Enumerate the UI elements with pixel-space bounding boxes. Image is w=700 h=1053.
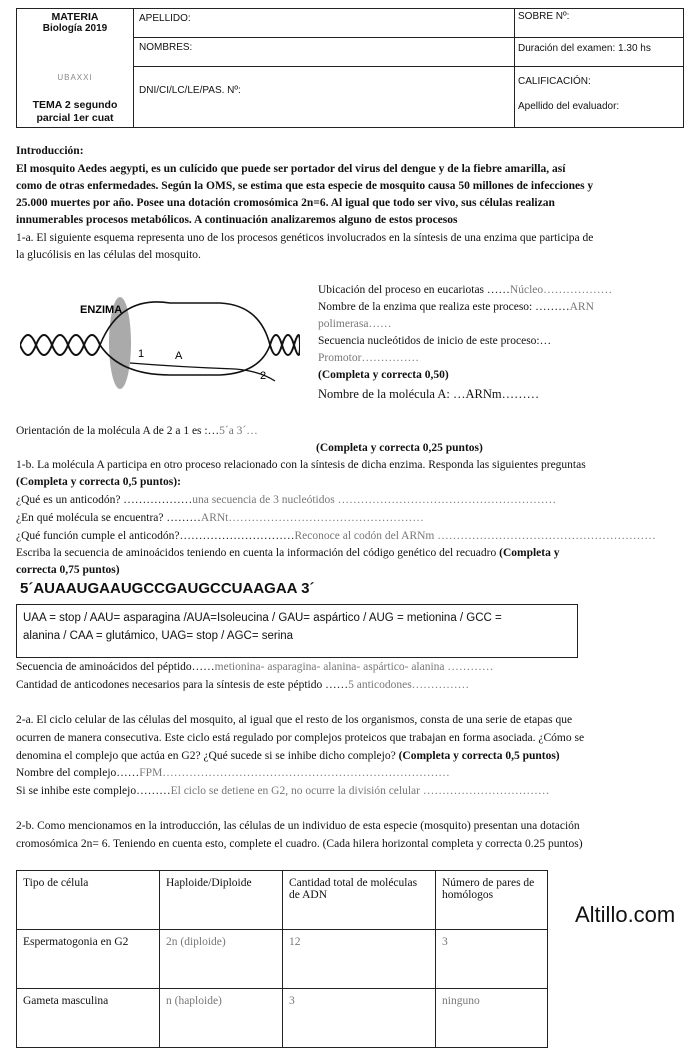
enzima-line: Nombre de la enzima que realiza este proceso: ………ARN [318,301,594,313]
diagram-label-1: 1 [138,348,145,360]
peptido-line: Secuencia de aminoácidos del péptido……metionina- asparagina- alanina- aspártico- alanina ………… [16,661,494,673]
orientacion-line: Orientación de la molécula A de 2 a 1 es :…5´a 3´… [16,425,258,437]
cantidad-line: Cantidad de anticodones necesarios para la síntesis de este péptido ……5 anticodones…………… [16,679,470,691]
inhibe-line: Si se inhibe este complejo………El ciclo se detiene en G2, no ocurre la división celular …………………………… [16,785,550,797]
duracion-field: Duración del examen: 1.30 hs [518,43,651,54]
table-cell: 12 [283,930,436,989]
table-cell: 3 [283,989,436,1048]
table-cell: 3 [436,930,548,989]
table-header: Número de pares de homólogos [436,871,548,930]
table-header: Tipo de célula [17,871,160,930]
secuencia-inicio-answer: Promotor…………… [318,352,419,364]
dni-field: DNI/CI/LC/LE/PAS. Nº: [139,85,241,96]
q2a-line: ocurren de manera consecutiva. Este ciclo está regulado por complejos proteicos que trabajan en forma asociada. ¿Cómo se [16,732,585,744]
exam-header [16,8,684,128]
intro-title: Introducción: [16,145,84,157]
peptido-answer: metionina- asparagina- alanina- aspártico- alanina ………… [214,661,494,673]
parcial-label: parcial 1er cuat [36,112,114,124]
q1b-line: 1-b. La molécula A participa en otro proceso relacionado con la síntesis de dicha enzima. Responda las siguientes preguntas [16,459,586,471]
table-cell: Gameta masculina [17,989,160,1048]
sobre-field: SOBRE Nº: [518,11,570,22]
funcion-answer: Reconoce al codón del ARNm ………………………………………………… [294,530,656,542]
table-header-row [17,871,548,930]
complejo-answer: FPM………………………………………………………………… [139,767,450,779]
apellido-field: APELLIDO: [139,13,191,24]
ubicacion-answer: Núcleo [509,284,544,296]
q2a-line: 2-a. El ciclo celular de las células del mosquito, al igual que el resto de los organismos, consta de una serie de etapas que [16,714,573,726]
enzima-answer-cont: polimerasa…… [318,318,392,330]
points-note: (Completa y correcta 0,25 puntos) [316,442,483,454]
materia-label: MATERIA [51,11,99,23]
evaluador-field: Apellido del evaluador: [518,101,620,112]
nombres-field: NOMBRES: [139,42,193,53]
table-row [17,930,548,989]
table-cell: n (haploide) [160,989,283,1048]
intro-line: El mosquito Aedes aegypti, es un culícido que puede ser portador del virus del dengue y de la fiebre amarilla, así [16,163,566,175]
tema-label: TEMA 2 segundo [32,99,118,111]
anticodon-line: ¿Qué es un anticodón? ………………una secuencia de 3 nucleótidos ………………………………………………… [16,494,557,506]
molecula-answer: ARNt…………………………………………… [200,512,424,524]
diagram-label-A: A [175,350,183,362]
materia-value: Biología 2019 [42,23,108,34]
molecula-line: ¿En qué molécula se encuentra? ………ARNt…………………………………………… [16,512,424,524]
complejo-line: Nombre del complejo……FPM………………………………………………………………… [16,767,450,779]
enzima-label: ENZIMA [80,304,123,316]
transcription-diagram [20,285,300,395]
rna-sequence: 5´AUAAUGAAUGCCGAUGCCUAAGAA 3´ [20,580,315,597]
table-header: Haploide/Diploide [160,871,283,930]
cell-table [16,870,548,1048]
enzima-answer: ARN [569,301,594,313]
table-cell: Espermatogonia en G2 [17,930,160,989]
q2a-line: denomina el complejo que actúa en G2? ¿Qué sucede si se inhibe dicho complejo? (Completa y correcta 0,5 puntos) [16,750,560,762]
genetic-code-line: alanina / CAA = glutámico, UAG= stop / AGC= serina [23,630,294,642]
points-note: (Completa y correcta 0,50) [318,369,449,381]
inhibe-answer: El ciclo se detiene en G2, no ocurre la división celular …………………………… [170,785,550,797]
orientacion-answer: 5´a 3´… [219,425,258,437]
q1a-line: 1-a. El siguiente esquema representa uno de los procesos genéticos involucrados en la síntesis de una enzima que participa de [16,232,594,244]
escriba-line: Escriba la secuencia de aminoácidos teniendo en cuenta la información del código genético del recuadro (Completa y [16,547,560,559]
ubicacion-line: Ubicación del proceso en eucariotas ……Núcleo……………… [318,284,613,296]
genetic-code-line: UAA = stop / AAU= asparagina /AUA=Isoleucina / GAU= aspártico / AUG = metionina / GCC = [23,612,502,624]
watermark: Altillo.com [575,902,676,927]
escriba-points: correcta 0,75 puntos) [16,564,120,576]
secuencia-inicio-question: Secuencia nucleótidos de inicio de este proceso:… [318,335,552,347]
ubaxxi-logo: UBAXXI [57,73,93,82]
table-cell: ninguno [436,989,548,1048]
intro-line: innumerables procesos metabólicos. A continuación analizaremos alguno de estos procesos [16,214,458,226]
table-row [17,989,548,1048]
calificacion-field: CALIFICACIÓN: [518,76,591,87]
intro-line: como de otras enfermedades. Según la OMS, se estima que esta especie de mosquito causa 50 millones de infecciones y [16,180,594,192]
intro-line: 25.000 muertes por año. Posee una dotación cromosómica 2n=6. Al igual que todo ser vivo, sus células realizan [16,197,555,209]
molecula-a-line: Nombre de la molécula A: …ARNm……… [318,387,540,401]
diagram-label-2: 2 [260,370,267,382]
anticodon-answer: una secuencia de 3 nucleótidos ………………………………………………… [192,494,557,506]
table-header: Cantidad total de moléculas de ADN [283,871,436,930]
q2b-line: cromosómica 2n= 6. Teniendo en cuenta esto, complete el cuadro. (Cada hilera horizontal completa y correcta 0.25 puntos) [16,838,583,850]
funcion-line: ¿Qué función cumple el anticodón?…………………………Reconoce al codón del ARNm ………………………………………………… [16,530,656,542]
q2b-line: 2-b. Como mencionamos en la introducción, las células de un individuo de esta especie (mosquito) presentan una dotación [16,820,580,832]
table-cell: 2n (diploide) [160,930,283,989]
cantidad-answer: 5 anticodones…………… [348,679,470,691]
q1b-points: (Completa y correcta 0,5 puntos): [16,476,181,488]
genetic-code-box [16,604,578,658]
q1a-line: la glucólisis en las células del mosquito. [16,249,201,261]
